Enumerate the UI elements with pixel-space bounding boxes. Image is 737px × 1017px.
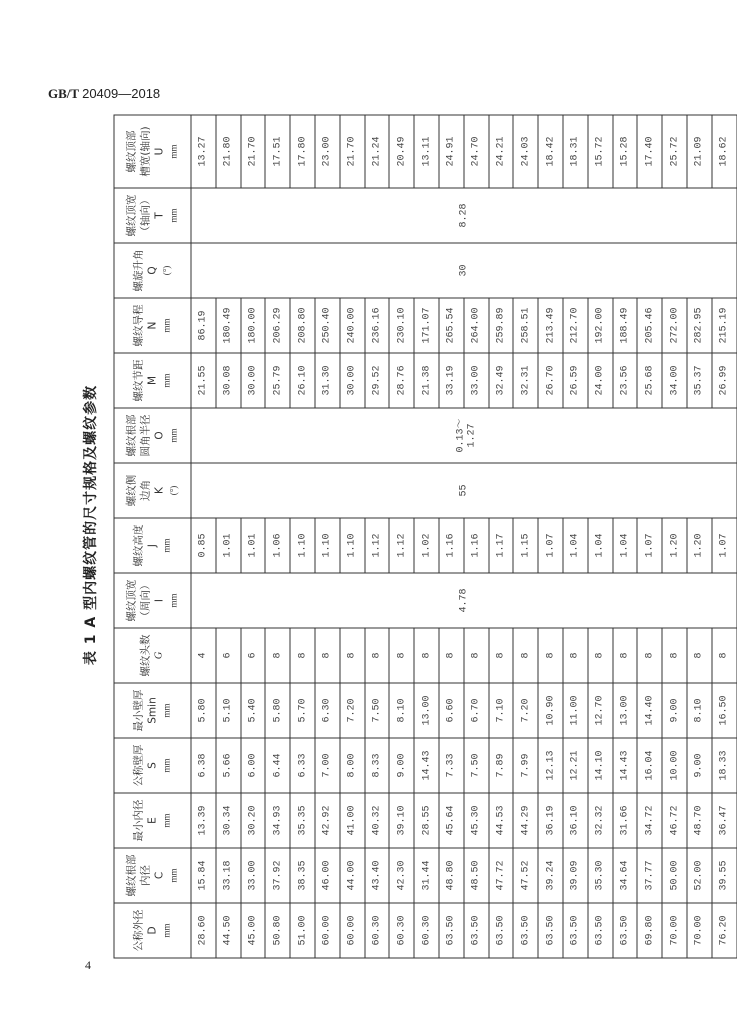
cell-m: 33.19 bbox=[438, 353, 463, 408]
cell-e: 36.10 bbox=[562, 793, 587, 848]
cell-d: 28.60 bbox=[191, 903, 216, 958]
cell-n: 259.89 bbox=[488, 298, 513, 353]
header-unit: mm bbox=[161, 923, 171, 938]
cell-n: 86.19 bbox=[191, 298, 216, 353]
cell-j: 1.01 bbox=[215, 518, 240, 573]
table-title: 表 1 A 型内螺纹管的尺寸规格及螺纹参数 bbox=[83, 384, 99, 666]
cell-j: 1.01 bbox=[240, 518, 265, 573]
header-unit: mm bbox=[161, 703, 171, 718]
cell-d: 69.80 bbox=[637, 903, 662, 958]
column-header-q bbox=[114, 243, 191, 298]
cell-m: 33.00 bbox=[463, 353, 488, 408]
header-label: 最小壁厚 bbox=[132, 689, 144, 731]
cell-c: 37.92 bbox=[265, 848, 290, 903]
cell-n: 258.51 bbox=[513, 298, 538, 353]
table-header-row bbox=[114, 115, 191, 958]
cell-e: 30.34 bbox=[215, 793, 240, 848]
merged-cell-o: 0.13～1.27 bbox=[191, 408, 737, 463]
cell-smin: 10.90 bbox=[538, 683, 563, 738]
header-label: K bbox=[153, 486, 165, 494]
cell-d: 63.50 bbox=[513, 903, 538, 958]
cell-smin: 8.10 bbox=[686, 683, 711, 738]
column-header-s bbox=[114, 738, 191, 793]
cell-e: 40.32 bbox=[364, 793, 389, 848]
cell-smin: 7.20 bbox=[339, 683, 364, 738]
header-unit: mm bbox=[168, 208, 178, 223]
cell-m: 26.70 bbox=[538, 353, 563, 408]
column-header-c bbox=[114, 848, 191, 903]
cell-s: 14.10 bbox=[587, 738, 612, 793]
cell-e: 34.93 bbox=[265, 793, 290, 848]
cell-m: 28.76 bbox=[389, 353, 414, 408]
cell-c: 42.30 bbox=[389, 848, 414, 903]
cell-e: 39.10 bbox=[389, 793, 414, 848]
cell-g: 8 bbox=[265, 628, 290, 683]
cell-j: 0.85 bbox=[191, 518, 216, 573]
cell-n: 230.10 bbox=[389, 298, 414, 353]
cell-u: 21.09 bbox=[686, 115, 711, 188]
header-unit: mm bbox=[161, 813, 171, 828]
header-label: 螺纹根部 bbox=[125, 854, 137, 896]
cell-u: 24.21 bbox=[488, 115, 513, 188]
cell-c: 48.50 bbox=[463, 848, 488, 903]
cell-u: 18.42 bbox=[538, 115, 563, 188]
cell-smin: 6.70 bbox=[463, 683, 488, 738]
header-unit: mm bbox=[168, 144, 178, 159]
cell-j: 1.15 bbox=[513, 518, 538, 573]
header-label: 边角 bbox=[139, 479, 151, 501]
cell-j: 1.20 bbox=[662, 518, 687, 573]
cell-n: 206.29 bbox=[265, 298, 290, 353]
cell-c: 48.80 bbox=[438, 848, 463, 903]
header-label: 最小内径 bbox=[132, 799, 144, 841]
cell-g: 8 bbox=[290, 628, 315, 683]
cell-c: 34.64 bbox=[612, 848, 637, 903]
cell-u: 23.00 bbox=[314, 115, 339, 188]
cell-g: 8 bbox=[339, 628, 364, 683]
cell-m: 35.37 bbox=[686, 353, 711, 408]
header-label: U bbox=[153, 147, 165, 155]
header-label: 螺纹侧 bbox=[125, 474, 137, 506]
cell-d: 51.00 bbox=[290, 903, 315, 958]
cell-smin: 5.80 bbox=[265, 683, 290, 738]
column-header-j bbox=[114, 518, 191, 573]
cell-c: 47.72 bbox=[488, 848, 513, 903]
cell-e: 45.64 bbox=[438, 793, 463, 848]
thread-parameter-table bbox=[113, 114, 737, 958]
column-header-t bbox=[114, 188, 191, 243]
cell-e: 46.72 bbox=[662, 793, 687, 848]
cell-e: 42.92 bbox=[314, 793, 339, 848]
cell-c: 31.44 bbox=[414, 848, 439, 903]
page-number: 4 bbox=[85, 958, 91, 972]
cell-g: 4 bbox=[191, 628, 216, 683]
cell-d: 60.30 bbox=[364, 903, 389, 958]
cell-m: 32.49 bbox=[488, 353, 513, 408]
cell-u: 15.28 bbox=[612, 115, 637, 188]
cell-smin: 7.50 bbox=[364, 683, 389, 738]
merged-cell-k: 55 bbox=[191, 463, 737, 518]
cell-j: 1.02 bbox=[414, 518, 439, 573]
cell-e: 28.55 bbox=[414, 793, 439, 848]
cell-g: 8 bbox=[513, 628, 538, 683]
cell-c: 33.18 bbox=[215, 848, 240, 903]
cell-n: 236.16 bbox=[364, 298, 389, 353]
header-label: S bbox=[146, 761, 158, 769]
cell-g: 8 bbox=[364, 628, 389, 683]
cell-g: 6 bbox=[215, 628, 240, 683]
cell-n: 264.00 bbox=[463, 298, 488, 353]
cell-j: 1.12 bbox=[389, 518, 414, 573]
header-label: （轴向） bbox=[139, 194, 151, 236]
cell-e: 45.30 bbox=[463, 793, 488, 848]
cell-smin: 13.00 bbox=[612, 683, 637, 738]
header-label: 螺纹导程 bbox=[132, 304, 144, 346]
cell-g: 8 bbox=[637, 628, 662, 683]
cell-d: 63.50 bbox=[438, 903, 463, 958]
header-label: 圆角半径 bbox=[139, 414, 151, 456]
cell-n: 188.49 bbox=[612, 298, 637, 353]
cell-m: 24.00 bbox=[587, 353, 612, 408]
header-label: C bbox=[153, 871, 165, 879]
cell-e: 32.32 bbox=[587, 793, 612, 848]
cell-d: 50.80 bbox=[265, 903, 290, 958]
cell-d: 63.50 bbox=[612, 903, 637, 958]
cell-u: 21.70 bbox=[240, 115, 265, 188]
cell-m: 26.10 bbox=[290, 353, 315, 408]
cell-m: 32.31 bbox=[513, 353, 538, 408]
cell-n: 180.00 bbox=[240, 298, 265, 353]
cell-j: 1.07 bbox=[637, 518, 662, 573]
cell-smin: 12.70 bbox=[587, 683, 612, 738]
cell-s: 7.50 bbox=[463, 738, 488, 793]
header-label: Q bbox=[146, 265, 158, 275]
cell-j: 1.04 bbox=[562, 518, 587, 573]
cell-g: 8 bbox=[438, 628, 463, 683]
cell-d: 44.50 bbox=[215, 903, 240, 958]
header-label: M bbox=[146, 375, 158, 385]
header-unit: mm bbox=[168, 868, 178, 883]
header-label: Smin bbox=[146, 696, 158, 724]
cell-u: 24.91 bbox=[438, 115, 463, 188]
cell-g: 6 bbox=[240, 628, 265, 683]
cell-m: 25.79 bbox=[265, 353, 290, 408]
header-label: 螺纹节距 bbox=[132, 359, 144, 401]
cell-d: 60.30 bbox=[389, 903, 414, 958]
cell-u: 24.03 bbox=[513, 115, 538, 188]
standard-code bbox=[48, 86, 160, 102]
cell-smin: 8.10 bbox=[389, 683, 414, 738]
cell-e: 34.72 bbox=[637, 793, 662, 848]
cell-s: 12.13 bbox=[538, 738, 563, 793]
cell-c: 50.00 bbox=[662, 848, 687, 903]
cell-smin: 6.30 bbox=[314, 683, 339, 738]
cell-s: 6.38 bbox=[191, 738, 216, 793]
cell-n: 213.49 bbox=[538, 298, 563, 353]
cell-d: 70.00 bbox=[662, 903, 687, 958]
cell-s: 6.44 bbox=[265, 738, 290, 793]
cell-s: 6.33 bbox=[290, 738, 315, 793]
header-label: 公称外径 bbox=[132, 909, 144, 951]
cell-d: 63.50 bbox=[538, 903, 563, 958]
cell-n: 208.80 bbox=[290, 298, 315, 353]
column-header-m bbox=[114, 353, 191, 408]
header-label: J bbox=[146, 543, 158, 547]
cell-m: 30.00 bbox=[339, 353, 364, 408]
cell-g: 8 bbox=[538, 628, 563, 683]
cell-e: 36.19 bbox=[538, 793, 563, 848]
cell-m: 23.56 bbox=[612, 353, 637, 408]
header-label: 螺纹顶宽 bbox=[125, 579, 137, 621]
cell-smin: 9.00 bbox=[662, 683, 687, 738]
standard-number: 20409—2018 bbox=[82, 86, 161, 101]
cell-u: 21.80 bbox=[215, 115, 240, 188]
header-unit: mm bbox=[161, 538, 171, 553]
cell-c: 47.52 bbox=[513, 848, 538, 903]
cell-u: 17.51 bbox=[265, 115, 290, 188]
cell-s: 9.00 bbox=[389, 738, 414, 793]
cell-c: 52.00 bbox=[686, 848, 711, 903]
header-label: 槽宽(轴向) bbox=[139, 125, 151, 177]
cell-g: 8 bbox=[389, 628, 414, 683]
cell-g: 8 bbox=[562, 628, 587, 683]
cell-m: 21.55 bbox=[191, 353, 216, 408]
cell-smin: 5.40 bbox=[240, 683, 265, 738]
cell-e: 35.35 bbox=[290, 793, 315, 848]
cell-smin: 14.40 bbox=[637, 683, 662, 738]
cell-s: 5.66 bbox=[215, 738, 240, 793]
cell-j: 1.04 bbox=[612, 518, 637, 573]
cell-d: 76.20 bbox=[711, 903, 736, 958]
cell-u: 13.11 bbox=[414, 115, 439, 188]
cell-c: 33.00 bbox=[240, 848, 265, 903]
cell-e: 41.00 bbox=[339, 793, 364, 848]
cell-s: 12.21 bbox=[562, 738, 587, 793]
cell-n: 250.40 bbox=[314, 298, 339, 353]
cell-smin: 16.50 bbox=[711, 683, 736, 738]
merged-cell-t: 8.28 bbox=[191, 188, 737, 243]
cell-c: 38.35 bbox=[290, 848, 315, 903]
cell-n: 282.95 bbox=[686, 298, 711, 353]
cell-j: 1.16 bbox=[438, 518, 463, 573]
cell-j: 1.10 bbox=[290, 518, 315, 573]
cell-u: 13.27 bbox=[191, 115, 216, 188]
cell-j: 1.10 bbox=[314, 518, 339, 573]
cell-g: 8 bbox=[314, 628, 339, 683]
column-header-k bbox=[114, 463, 191, 518]
cell-smin: 7.10 bbox=[488, 683, 513, 738]
cell-g: 8 bbox=[463, 628, 488, 683]
header-label: 螺纹高度 bbox=[132, 524, 144, 566]
column-header-g bbox=[114, 628, 191, 683]
cell-n: 180.49 bbox=[215, 298, 240, 353]
cell-m: 26.59 bbox=[562, 353, 587, 408]
cell-g: 8 bbox=[662, 628, 687, 683]
table-container bbox=[113, 115, 730, 958]
cell-e: 31.66 bbox=[612, 793, 637, 848]
cell-c: 39.55 bbox=[711, 848, 736, 903]
cell-smin: 6.60 bbox=[438, 683, 463, 738]
cell-m: 31.30 bbox=[314, 353, 339, 408]
cell-c: 44.00 bbox=[339, 848, 364, 903]
cell-u: 18.31 bbox=[562, 115, 587, 188]
cell-e: 13.39 bbox=[191, 793, 216, 848]
cell-u: 17.40 bbox=[637, 115, 662, 188]
cell-u: 21.70 bbox=[339, 115, 364, 188]
column-header-n bbox=[114, 298, 191, 353]
header-label: N bbox=[146, 321, 158, 329]
cell-d: 63.50 bbox=[463, 903, 488, 958]
cell-g: 8 bbox=[686, 628, 711, 683]
cell-e: 48.70 bbox=[686, 793, 711, 848]
cell-j: 1.12 bbox=[364, 518, 389, 573]
header-label: 螺旋升角 bbox=[132, 249, 144, 291]
cell-j: 1.17 bbox=[488, 518, 513, 573]
cell-d: 63.50 bbox=[562, 903, 587, 958]
cell-m: 30.08 bbox=[215, 353, 240, 408]
cell-s: 10.00 bbox=[662, 738, 687, 793]
header-label: 内径 bbox=[139, 864, 151, 886]
header-unit: (°) bbox=[168, 485, 178, 495]
cell-n: 212.70 bbox=[562, 298, 587, 353]
cell-d: 45.00 bbox=[240, 903, 265, 958]
cell-c: 15.84 bbox=[191, 848, 216, 903]
cell-u: 25.72 bbox=[662, 115, 687, 188]
column-header-d bbox=[114, 903, 191, 958]
cell-c: 39.09 bbox=[562, 848, 587, 903]
cell-n: 192.00 bbox=[587, 298, 612, 353]
cell-e: 44.53 bbox=[488, 793, 513, 848]
cell-s: 9.00 bbox=[686, 738, 711, 793]
cell-g: 8 bbox=[587, 628, 612, 683]
cell-g: 8 bbox=[488, 628, 513, 683]
cell-smin: 11.00 bbox=[562, 683, 587, 738]
cell-e: 44.29 bbox=[513, 793, 538, 848]
cell-s: 14.43 bbox=[414, 738, 439, 793]
cell-m: 29.52 bbox=[364, 353, 389, 408]
cell-s: 8.33 bbox=[364, 738, 389, 793]
cell-j: 1.06 bbox=[265, 518, 290, 573]
cell-smin: 5.10 bbox=[215, 683, 240, 738]
header-unit: (°) bbox=[161, 265, 171, 275]
cell-s: 6.00 bbox=[240, 738, 265, 793]
cell-e: 30.20 bbox=[240, 793, 265, 848]
header-unit: mm bbox=[161, 373, 171, 388]
cell-c: 35.30 bbox=[587, 848, 612, 903]
cell-d: 63.50 bbox=[488, 903, 513, 958]
column-header-o bbox=[114, 408, 191, 463]
column-header-u bbox=[114, 115, 191, 188]
cell-d: 60.00 bbox=[339, 903, 364, 958]
cell-e: 36.47 bbox=[711, 793, 736, 848]
cell-u: 15.72 bbox=[587, 115, 612, 188]
cell-s: 18.33 bbox=[711, 738, 736, 793]
cell-j: 1.04 bbox=[587, 518, 612, 573]
merged-cell-q: 30 bbox=[191, 243, 737, 298]
cell-m: 26.99 bbox=[711, 353, 736, 408]
cell-s: 7.99 bbox=[513, 738, 538, 793]
header-unit: mm bbox=[161, 318, 171, 333]
cell-c: 43.40 bbox=[364, 848, 389, 903]
cell-m: 30.00 bbox=[240, 353, 265, 408]
cell-j: 1.10 bbox=[339, 518, 364, 573]
cell-s: 7.89 bbox=[488, 738, 513, 793]
header-unit: mm bbox=[168, 428, 178, 443]
cell-c: 46.00 bbox=[314, 848, 339, 903]
cell-u: 21.24 bbox=[364, 115, 389, 188]
cell-n: 240.00 bbox=[339, 298, 364, 353]
cell-smin: 13.00 bbox=[414, 683, 439, 738]
cell-smin: 7.20 bbox=[513, 683, 538, 738]
header-unit: mm bbox=[161, 758, 171, 773]
cell-s: 14.43 bbox=[612, 738, 637, 793]
header-label: 螺纹头数 bbox=[139, 634, 151, 676]
column-header-e bbox=[114, 793, 191, 848]
cell-j: 1.07 bbox=[711, 518, 736, 573]
cell-n: 272.00 bbox=[662, 298, 687, 353]
cell-n: 265.54 bbox=[438, 298, 463, 353]
cell-n: 215.19 bbox=[711, 298, 736, 353]
header-label: E bbox=[146, 816, 158, 824]
cell-m: 21.38 bbox=[414, 353, 439, 408]
header-label: 公称壁厚 bbox=[132, 744, 144, 786]
header-label: 螺纹顶宽 bbox=[125, 194, 137, 236]
cell-d: 60.00 bbox=[314, 903, 339, 958]
header-label: D bbox=[146, 925, 158, 935]
cell-s: 16.04 bbox=[637, 738, 662, 793]
header-label: T bbox=[153, 211, 165, 219]
cell-g: 8 bbox=[414, 628, 439, 683]
header-unit: mm bbox=[168, 593, 178, 608]
header-label: 螺纹根部 bbox=[125, 414, 137, 456]
cell-j: 1.20 bbox=[686, 518, 711, 573]
standard-prefix: GB/T bbox=[48, 86, 79, 101]
cell-u: 18.62 bbox=[711, 115, 736, 188]
cell-s: 8.00 bbox=[339, 738, 364, 793]
cell-j: 1.16 bbox=[463, 518, 488, 573]
merged-cell-i: 4.78 bbox=[191, 573, 737, 628]
cell-d: 60.30 bbox=[414, 903, 439, 958]
header-label: I bbox=[153, 598, 165, 602]
cell-n: 171.07 bbox=[414, 298, 439, 353]
header-label: O bbox=[153, 430, 165, 440]
cell-g: 8 bbox=[711, 628, 736, 683]
cell-d: 70.00 bbox=[686, 903, 711, 958]
cell-u: 20.49 bbox=[389, 115, 414, 188]
column-header-smin bbox=[114, 683, 191, 738]
cell-m: 25.68 bbox=[637, 353, 662, 408]
cell-s: 7.33 bbox=[438, 738, 463, 793]
cell-n: 205.46 bbox=[637, 298, 662, 353]
cell-u: 24.70 bbox=[463, 115, 488, 188]
cell-smin: 5.70 bbox=[290, 683, 315, 738]
cell-s: 7.00 bbox=[314, 738, 339, 793]
header-symbol: G bbox=[153, 651, 164, 659]
cell-d: 63.50 bbox=[587, 903, 612, 958]
cell-u: 17.80 bbox=[290, 115, 315, 188]
cell-g: 8 bbox=[612, 628, 637, 683]
column-header-i bbox=[114, 573, 191, 628]
cell-c: 39.24 bbox=[538, 848, 563, 903]
table-row bbox=[191, 115, 216, 958]
header-label: 螺纹顶部 bbox=[125, 130, 137, 172]
cell-c: 37.77 bbox=[637, 848, 662, 903]
cell-m: 34.00 bbox=[662, 353, 687, 408]
cell-smin: 5.80 bbox=[191, 683, 216, 738]
cell-j: 1.07 bbox=[538, 518, 563, 573]
header-label: （周向） bbox=[139, 579, 151, 621]
